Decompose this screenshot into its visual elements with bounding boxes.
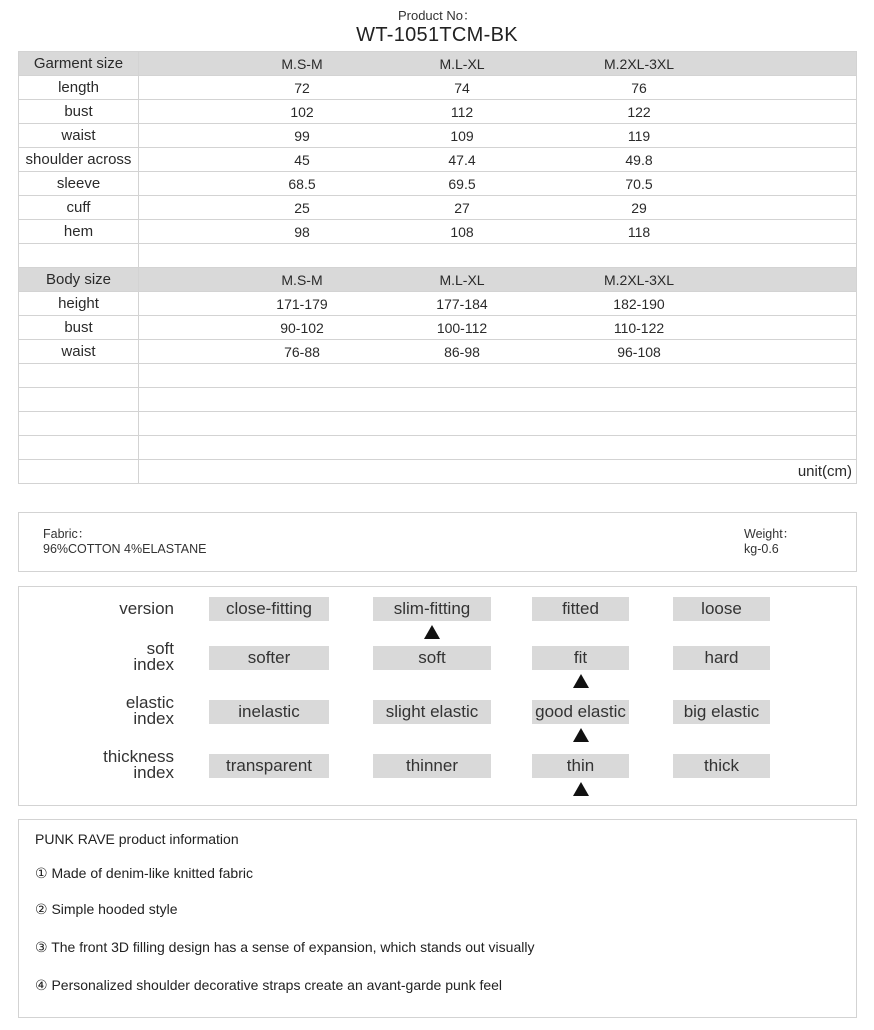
size-cell: 68.5 — [288, 175, 316, 192]
selected-marker-icon — [573, 782, 589, 796]
size-cell: 47.4 — [448, 151, 476, 168]
size-cell: 177-184 — [436, 295, 488, 312]
scale-option: thick — [673, 754, 770, 778]
size-cell: 182-190 — [613, 295, 665, 312]
scale-label-line: soft — [146, 639, 174, 658]
scale-label-line: index — [133, 763, 174, 782]
size-cell: 27 — [454, 199, 470, 216]
garment-row — [19, 172, 857, 196]
garment-row — [19, 220, 857, 244]
product-info-box — [18, 819, 857, 1018]
scale-option: inelastic — [209, 700, 329, 724]
product-info-point-4: ④ Personalized shoulder decorative straps create an avant-garde punk feel — [35, 977, 503, 993]
size-cell: 96-108 — [617, 343, 661, 360]
empty-row-label — [19, 436, 139, 460]
product-number-label: Product No： — [397, 8, 477, 23]
garment-row-label: waist — [19, 124, 139, 148]
size-cell: 72 — [294, 79, 310, 96]
scale-option: slim-fitting — [373, 597, 491, 621]
scale-option: fit — [532, 646, 629, 670]
garment-row-label: hem — [19, 220, 139, 244]
fabric-block — [43, 527, 206, 557]
size-cell: 171-179 — [276, 295, 328, 312]
scale-option: hard — [673, 646, 770, 670]
size-cell: 108 — [450, 223, 474, 240]
size-cell: 110-122 — [613, 319, 665, 336]
weight-block — [744, 527, 795, 557]
product-info-point-2: ② Simple hooded style — [35, 901, 178, 917]
weight-label: Weight： — [744, 527, 796, 541]
spacer-row — [19, 244, 857, 268]
empty-row-values — [139, 436, 857, 460]
scale-label-line: index — [133, 709, 174, 728]
scale-label — [103, 749, 174, 781]
size-cell: 49.8 — [625, 151, 653, 168]
scale-option: good elastic — [532, 700, 629, 724]
size-cell: 118 — [627, 223, 651, 240]
garment-row-label: cuff — [19, 196, 139, 220]
body-row — [19, 340, 857, 364]
scale-option: transparent — [209, 754, 329, 778]
size-cell: 99 — [294, 127, 310, 144]
body-header-row-label: Body size — [19, 268, 139, 292]
scale-option: loose — [673, 597, 770, 621]
body-row-values — [139, 316, 857, 340]
empty-row — [19, 412, 857, 436]
garment-row-values — [139, 148, 857, 172]
garment-row-values — [139, 172, 857, 196]
garment-row — [19, 100, 857, 124]
body-row-values — [139, 340, 857, 364]
unit-row-label — [19, 460, 139, 484]
size-cell: 76 — [631, 79, 647, 96]
garment-row-label: shoulder across — [19, 148, 139, 172]
size-cell: 100-112 — [436, 319, 488, 336]
product-info-point-3: ③ The front 3D filling design has a sense of expansion, which stands out visually — [35, 939, 535, 955]
scale-option: close-fitting — [209, 597, 329, 621]
garment-row — [19, 76, 857, 100]
scale-option: thin — [532, 754, 629, 778]
body-row-label: bust — [19, 316, 139, 340]
garment-row — [19, 124, 857, 148]
garment-header-row-label: Garment size — [19, 52, 139, 76]
fabric-value: 96%COTTON 4%ELASTANE — [43, 542, 207, 556]
empty-row — [19, 388, 857, 412]
garment-row-values — [139, 220, 857, 244]
size-chart-table — [18, 51, 857, 484]
scale-label-line: elastic — [125, 693, 174, 712]
scale-option: fitted — [532, 597, 629, 621]
size-cell: M.2XL-3XL — [603, 55, 675, 72]
body-row — [19, 292, 857, 316]
size-cell: 70.5 — [625, 175, 653, 192]
scale-label — [133, 641, 174, 673]
size-cell: M.2XL-3XL — [603, 271, 675, 288]
product-info-point-1: ① Made of denim-like knitted fabric — [35, 865, 253, 881]
fabric-label: Fabric： — [43, 527, 91, 541]
selected-marker-icon — [573, 728, 589, 742]
scale-option: big elastic — [673, 700, 770, 724]
product-number: WT-1051TCM-BK — [356, 24, 518, 46]
empty-row-label — [19, 364, 139, 388]
body-header-row-values — [139, 268, 857, 292]
size-cell: M.L-XL — [439, 55, 485, 72]
fit-index-box — [18, 586, 857, 806]
size-cell: 86-98 — [444, 343, 480, 360]
body-row-values — [139, 292, 857, 316]
garment-row-values — [139, 124, 857, 148]
garment-header-row — [19, 52, 857, 76]
scale-label-line: version — [119, 599, 174, 618]
garment-row-values — [139, 100, 857, 124]
empty-row-values — [139, 364, 857, 388]
size-cell: M.S-M — [281, 271, 323, 288]
garment-row-values — [139, 76, 857, 100]
size-cell: M.L-XL — [439, 271, 485, 288]
scale-label — [126, 695, 174, 727]
scale-label — [119, 601, 174, 617]
size-cell: M.S-M — [281, 55, 323, 72]
unit-row — [19, 460, 857, 484]
body-row-label: waist — [19, 340, 139, 364]
selected-marker-icon — [573, 674, 589, 688]
size-cell: 98 — [294, 223, 310, 240]
size-cell: 29 — [631, 199, 647, 216]
empty-row — [19, 364, 857, 388]
scale-option: slight elastic — [373, 700, 491, 724]
garment-row-label: bust — [19, 100, 139, 124]
size-cell: 122 — [627, 103, 651, 120]
scale-option: soft — [373, 646, 491, 670]
size-cell: 74 — [454, 79, 470, 96]
body-row-label: height — [19, 292, 139, 316]
garment-row-label: length — [19, 76, 139, 100]
body-row — [19, 316, 857, 340]
product-header — [0, 8, 874, 46]
size-cell: 102 — [290, 103, 314, 120]
unit-label: unit(cm) — [139, 460, 857, 484]
spacer-row-values — [139, 244, 857, 268]
garment-row — [19, 148, 857, 172]
empty-row-values — [139, 412, 857, 436]
empty-row-label — [19, 388, 139, 412]
garment-row — [19, 196, 857, 220]
spacer-row-label — [19, 244, 139, 268]
fabric-info-box — [18, 512, 857, 572]
garment-row-label: sleeve — [19, 172, 139, 196]
body-header-row — [19, 268, 857, 292]
empty-row-values — [139, 388, 857, 412]
garment-header-row-values — [139, 52, 857, 76]
size-cell: 69.5 — [448, 175, 476, 192]
empty-row-label — [19, 412, 139, 436]
empty-row — [19, 436, 857, 460]
size-cell: 76-88 — [284, 343, 320, 360]
selected-marker-icon — [424, 625, 440, 639]
product-info-title: PUNK RAVE product information — [35, 831, 239, 847]
size-cell: 112 — [450, 103, 474, 120]
size-cell: 119 — [627, 127, 651, 144]
size-cell: 90-102 — [280, 319, 324, 336]
scale-option: softer — [209, 646, 329, 670]
weight-value: kg-0.6 — [744, 542, 779, 556]
scale-label-line: thickness — [103, 747, 174, 766]
size-cell: 25 — [294, 199, 310, 216]
size-cell: 45 — [294, 151, 310, 168]
scale-option: thinner — [373, 754, 491, 778]
size-cell: 109 — [450, 127, 474, 144]
garment-row-values — [139, 196, 857, 220]
scale-label-line: index — [133, 655, 174, 674]
